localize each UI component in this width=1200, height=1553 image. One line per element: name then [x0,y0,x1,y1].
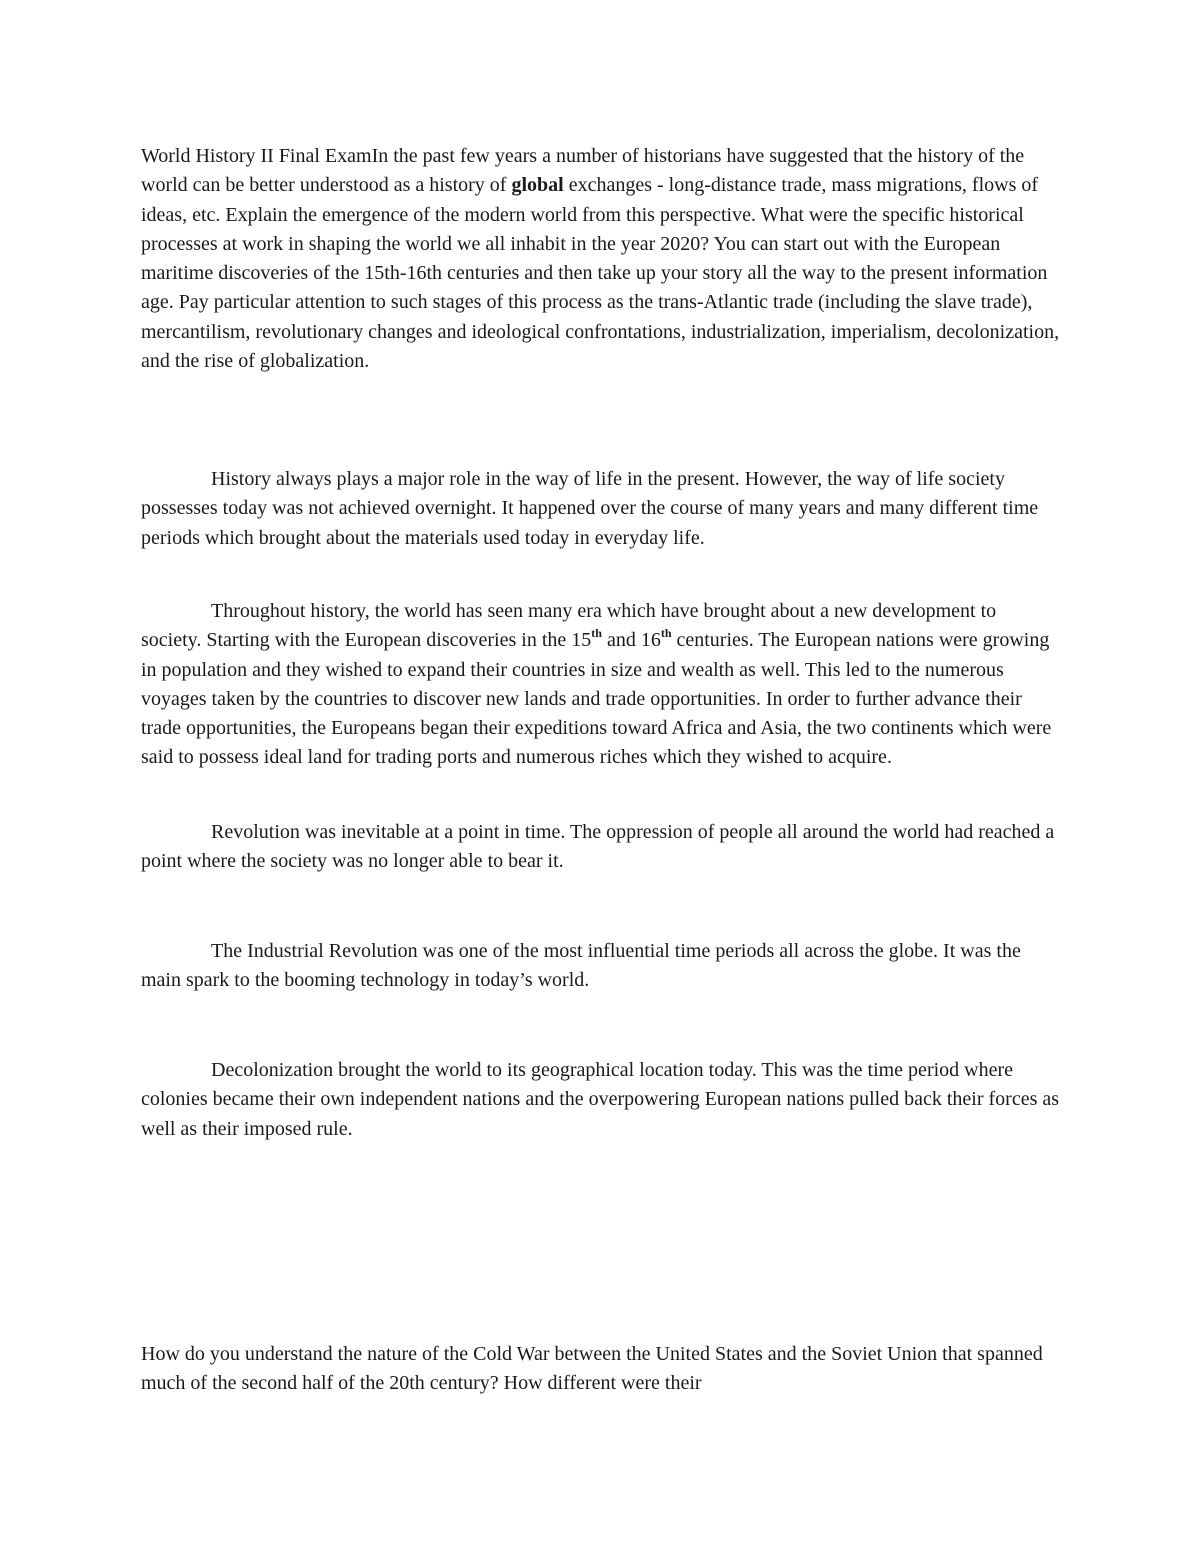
essay-paragraph-revolution: Revolution was inevitable at a point in time. The oppression of people all around the world had reached a point where the society was no longer able to bear it. [141,821,1055,873]
paragraph-2-text-b: and 16 [601,629,661,652]
paragraph-2-text-a: Throughout history, the world has seen many era which have brought about a new development to society. Starting with the European discoveries in the 15 [141,600,997,652]
essay-paragraph-industrial-revolution: The Industrial Revolution was one of the most influential time periods all across the globe. It was the main spark to the booming technology in today’s world. [141,940,1021,992]
prompt-1-text-start: World History II Final ExamIn the past few years a number of historians have suggested that the history of the world can be better understood as a history of [141,145,1025,197]
essay-paragraph-decolonization: Decolonization brought the world to its geographical location today. This was the time period where colonies became their own independent nations and the overpowering European nations pulled back their forces as well as their imposed rule. [141,1059,1060,1140]
superscript-th-1: th [591,626,602,641]
paragraph-2-text-c: centuries. The European nations were growing in population and they wished to expand their countries in size and wealth as well. This led to the numerous voyages taken by the countries to discover new lands and trade opportunities. In order to further advance their trade opportunities, the Europeans began their expeditions toward Africa and Asia, the two continents which were said to possess ideal land for trading ports and numerous riches which they wished to acquire. [141,629,1052,769]
prompt-1-bold-word: global [511,174,564,197]
exam-prompt-1 [141,142,1061,376]
essay-paragraph-discoveries [141,597,1061,773]
prompt-1-text-end: exchanges - long-distance trade, mass migrations, flows of ideas, etc. Explain the emergence of the modern world from this perspective. What were the specific historical processes at work in shaping the world we all inhabit in the year 2020? You can start out with the European maritime discoveries of the 15th-16th centuries and then take up your story all the way to the present information age. Pay particular attention to such stages of this process as the trans-Atlantic trade (including the slave trade), mercantilism, revolutionary changes and ideological confrontations, industrialization, imperialism, decolonization, and the rise of globalization. [141,174,1060,373]
superscript-th-2: th [660,626,672,641]
exam-prompt-2: How do you understand the nature of the Cold War between the United States and the Soviet Union that spanned much of the second half of the 20th century? How different were their [141,1343,1043,1395]
essay-paragraph-introduction: History always plays a major role in the way of life in the present. However, the way of life society possesses today was not achieved overnight. It happened over the course of many years and many different time periods which brought about the materials used today in everyday life. [141,468,1039,549]
